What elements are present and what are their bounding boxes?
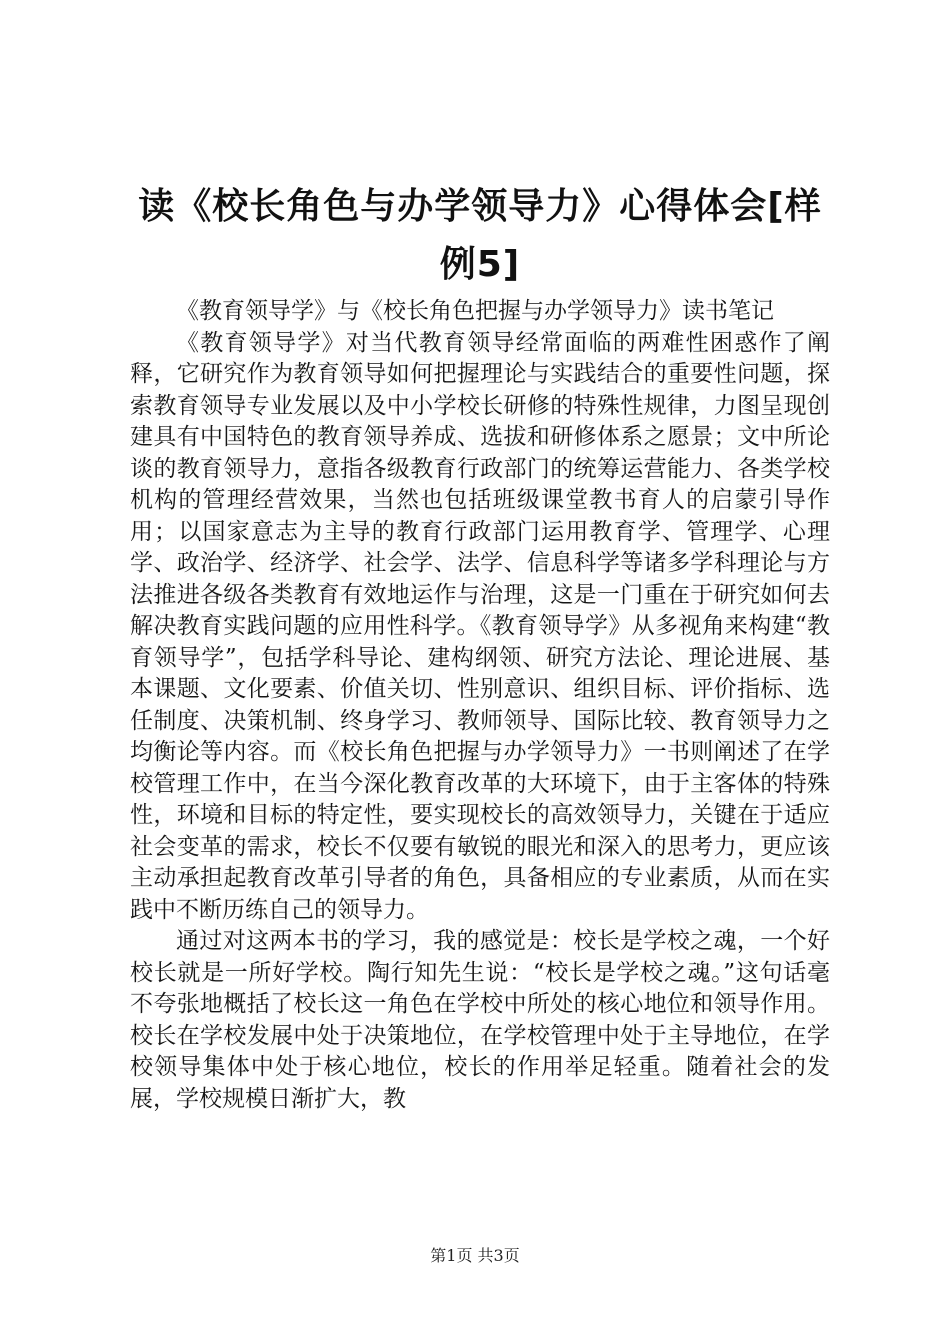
document-title: 读《校长角色与办学领导力》心得体会[样例5]	[138, 186, 822, 285]
paragraph-books-summary: 《教育领导学》对当代教育领导经常面临的两难性困惑作了阐释，它研究作为教育领导如何把握理论与实践结合的重要性问题，探索教育领导专业发展以及中小学校长研修的特殊性规律，力图呈现创建具有中国特色的教育领导养成、选拔和研修体系之愿景；文中所论谈的教育领导力，意指各级教育行政部门的统筹运营能力、各类学校机构的管理经营效果，当然也包括班级课堂教书育人的启蒙引导作用；以国家意志为主导的教育行政部门运用教育学、管理学、心理学、政治学、经济学、社会学、法学、信息科学等诸多学科理论与方法推进各级各类教育有效地运作与治理，这是一门重在于研究如何去解决教育实践问题的应用性科学。《教育领导学》从多视角来构建“教育领导学”，包括学科导论、建构纲领、研究方法论、理论进展、基本课题、文化要素、价值关切、性别意识、组织目标、评价指标、选任制度、决策机制、终身学习、教师领导、国际比较、教育领导力之均衡论等内容。而《校长角色把握与办学领导力》一书则阐述了在学校管理工作中，在当今深化教育改革的大环境下，由于主客体的特殊性，环境和目标的特定性，要实现校长的高效领导力，关键在于适应社会变革的需求，校长不仅要有敏锐的眼光和深入的思考力，更应该主动承担起教育改革引导者的角色，具备相应的专业素质，从而在实践中不断历练自己的领导力。	[130, 329, 830, 923]
paragraph-principal-role: 通过对这两本书的学习，我的感觉是：校长是学校之魂，一个好校长就是一所好学校。陶行知先生说：“校长是学校之魂。”这句话毫不夸张地概括了校长这一角色在学校中所处的核心地位和领导作用。校长在学校发展中处于决策地位，在学校管理中处于主导地位，在学校领导集体中处于核心地位，校长的作用举足轻重。随着社会的发展，学校规模日渐扩大，教	[130, 928, 830, 1112]
document-body	[130, 296, 830, 1115]
page-number-footer: 第1页 共3页	[430, 1246, 520, 1265]
paragraph-reading-notes-heading: 《教育领导学》与《校长角色把握与办学领导力》读书笔记	[176, 298, 774, 324]
